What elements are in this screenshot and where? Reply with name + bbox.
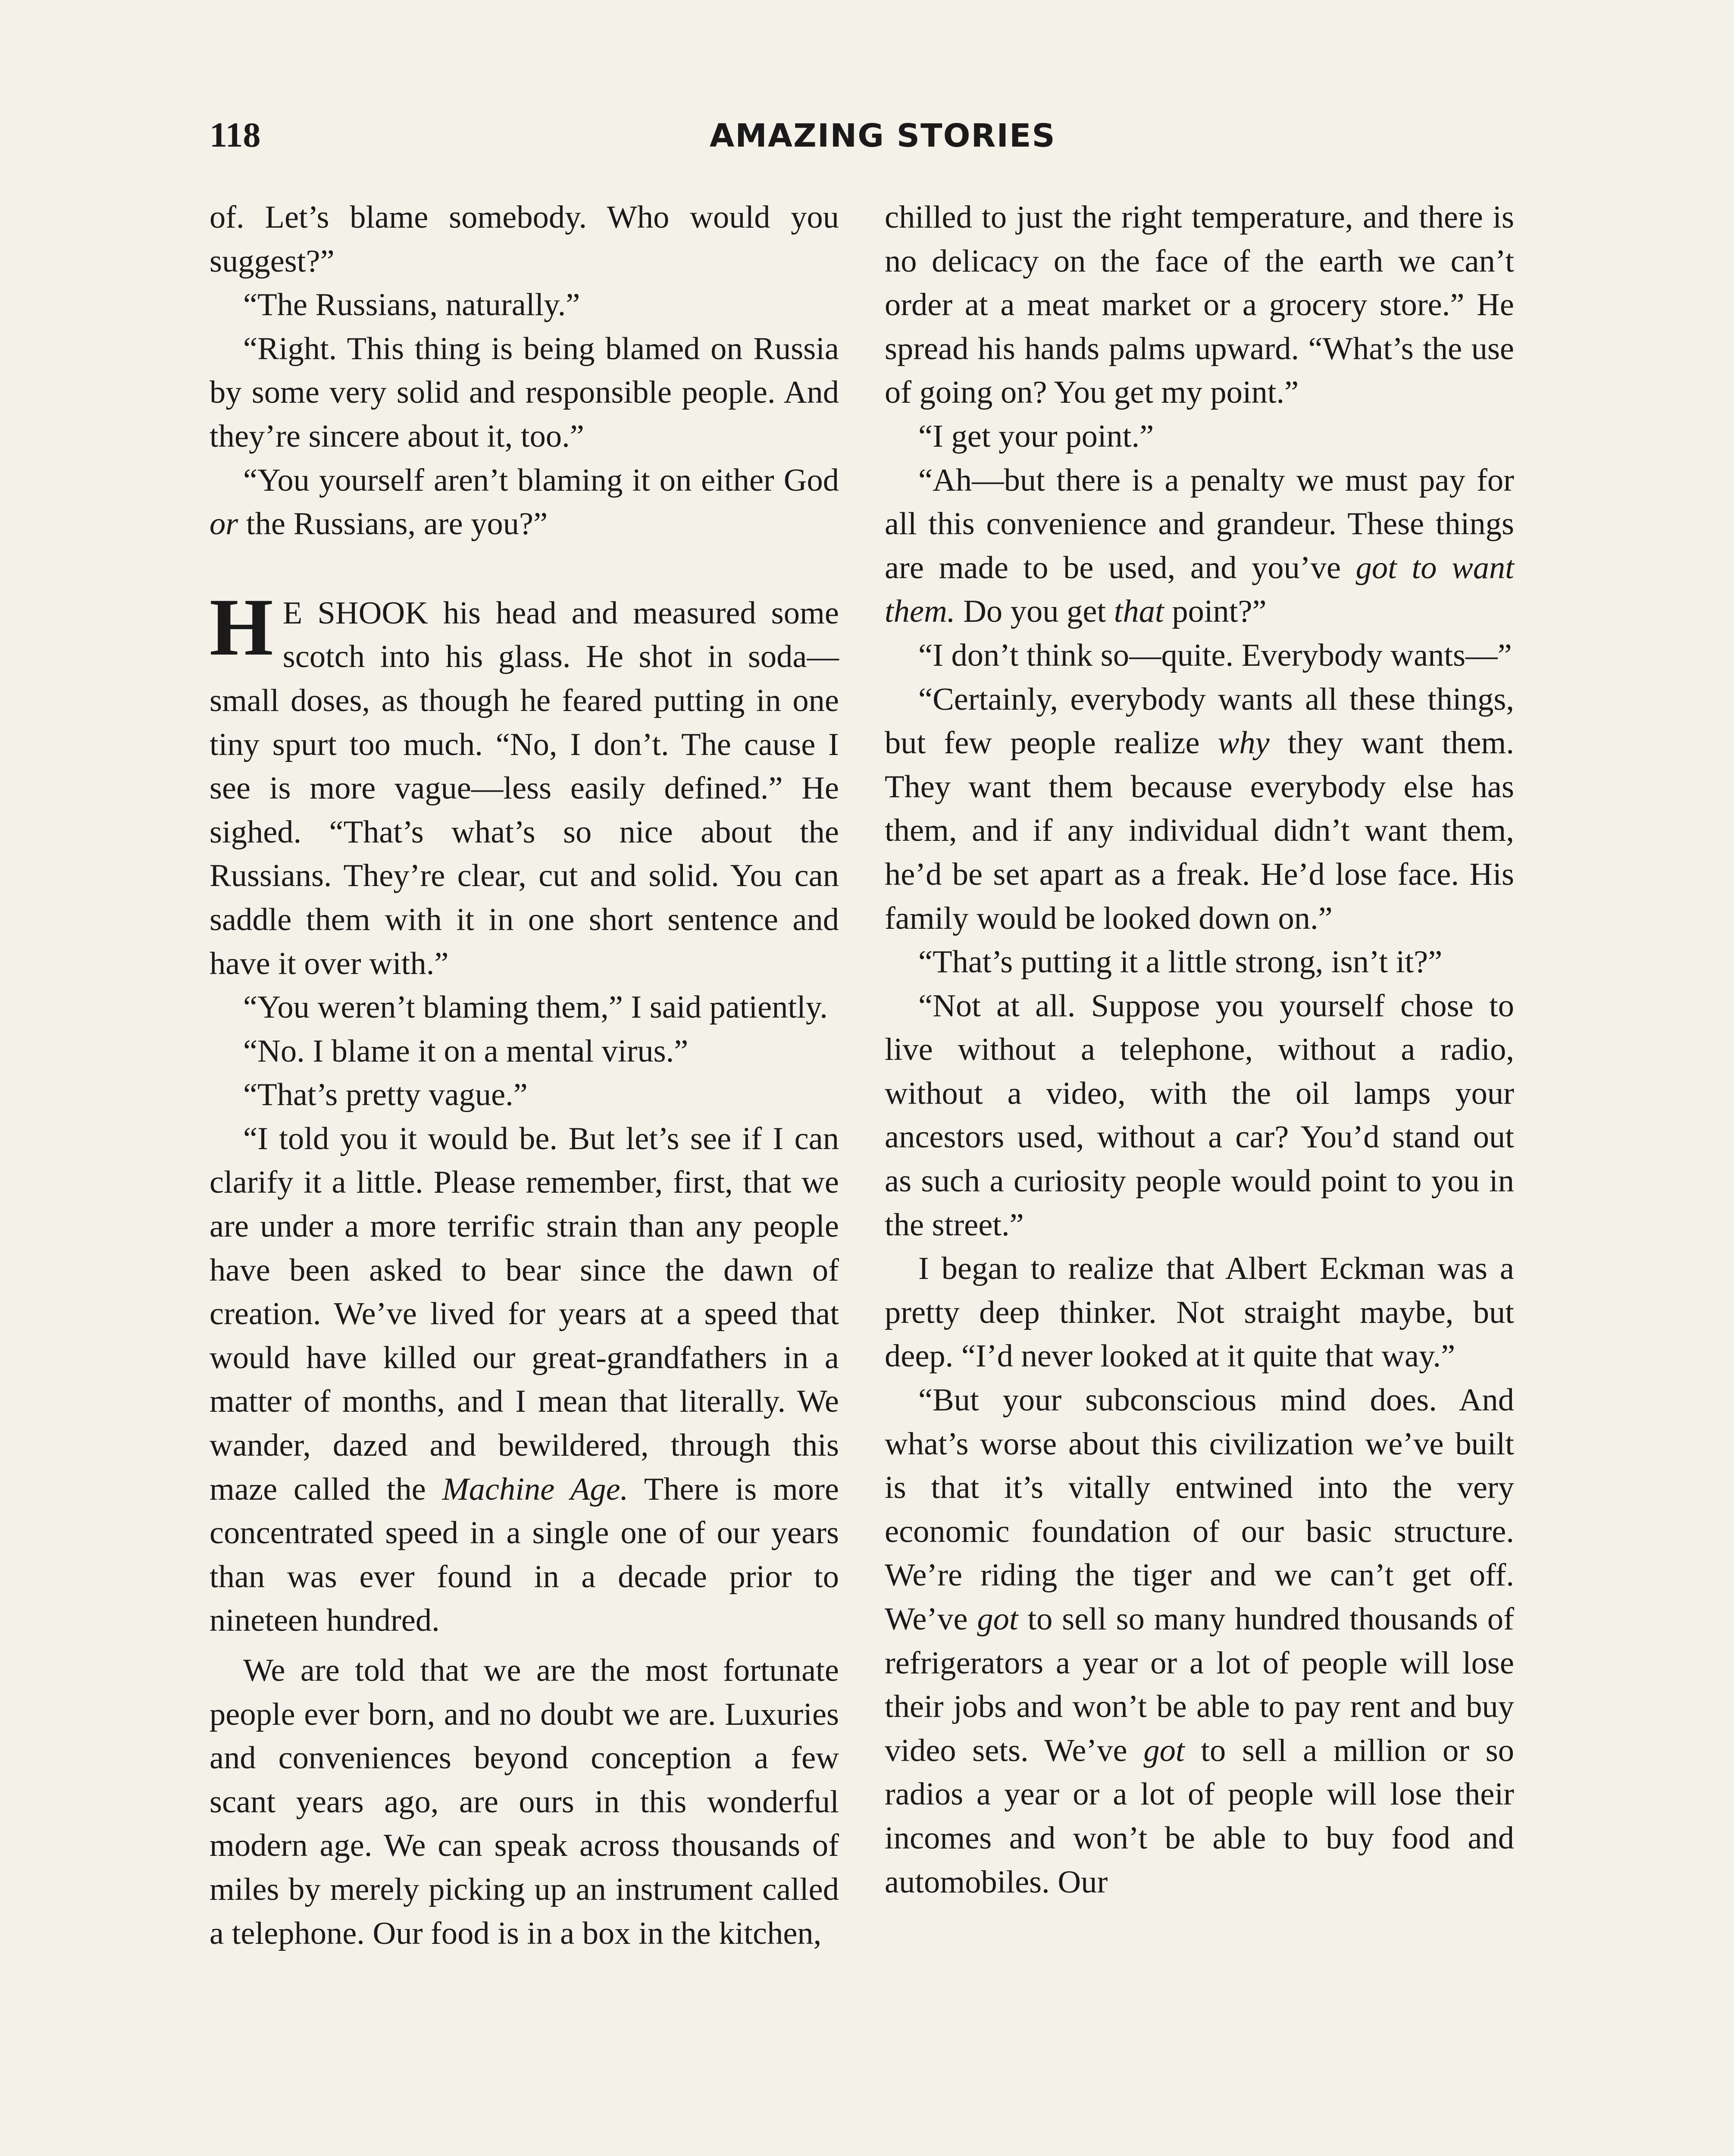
left-column (210, 196, 839, 1955)
paragraph: We are told that we are the most fortunate people ever born, and no doubt we are. Luxuries and conveniences beyond conception a few scant years ago, are ours in this wonderful modern age. We can speak across thousands of miles by merely picking up an instrument called a telephone. Our food is in a box in the kitchen, (210, 1653, 839, 1951)
italic-text: Machine Age. (442, 1471, 629, 1507)
italic-text: got (977, 1601, 1018, 1637)
paragraph: “Not at all. Suppose you yourself chose to live without a telephone, without a radio, without a video, with the oil lamps your ancestors used, without a car? You’d stand out as such a curiosity people would point to you in the street.” (885, 988, 1514, 1243)
text-run: “You yourself aren’t blaming it on either God (243, 462, 839, 498)
page-number: 118 (210, 115, 261, 154)
text-run: his head and measured some scotch into his glass. He shot in soda—small doses, as though he feared putting in one tiny spurt too much. “No, I don’t. The cause I see is more vague—less easily defined.” He sighed. “That’s what’s so nice about the Russians. They’re clear, cut and solid. You can saddle them with it in one short sentence and have it over with.” (210, 595, 839, 981)
paragraph: “No. I blame it on a mental virus.” (243, 1033, 689, 1069)
text-run: There is more concentrated speed in a single one of our years than was ever found in a decade prior to nineteen hundred. (210, 1471, 839, 1639)
italic-text: got to want them. (885, 550, 1514, 630)
text-run: the Russians, are you?” (238, 506, 548, 542)
paragraph: “You weren’t blaming them,” I said patiently. (243, 990, 828, 1025)
paragraph (885, 678, 1514, 941)
drop-cap: H (210, 582, 273, 673)
paragraph (885, 459, 1514, 634)
paragraph: “That’s putting it a little strong, isn’t it?” (918, 944, 1443, 980)
text-run: “Ah—but there is a penalty we must pay for all this convenience and grandeur. These things are made to be used, and you’ve (885, 462, 1514, 586)
text-run: point?” (1164, 594, 1267, 630)
text-run: “Certainly, everybody wants all these things, but few people realize (885, 681, 1514, 761)
paragraph: “The Russians, naturally.” (243, 287, 580, 323)
text-run: to sell so many hundred thousands of refrigerators a year or a lot of people will lose their jobs and won’t be able to pay rent and buy video sets. We’ve (885, 1601, 1514, 1768)
paragraph: “Right. This thing is being blamed on Russia by some very solid and responsible people. And they’re sincere about it, too.” (210, 331, 839, 454)
running-head: AMAZING STORIES (710, 117, 1056, 154)
paragraph: “I don’t think so—quite. Everybody wants—” (918, 637, 1512, 673)
italic-text: got (1143, 1733, 1185, 1768)
italic-text: that (1114, 594, 1164, 630)
paragraph (885, 1379, 1514, 1904)
paragraph (210, 1117, 839, 1643)
text-run: “But your subconscious mind does. And what’s worse about this civilization we’ve built is that it’s vitally entwined into the very economic foundation of our basic structure. We’re riding the tiger and we can’t get off. We’ve (885, 1382, 1514, 1637)
paragraph: chilled to just the right temperature, and there is no delicacy on the face of the earth we can’t order at a meat market or a grocery store.” He spread his hands palms upward. “What’s the use of going on? You get my point.” (885, 200, 1514, 411)
text-run: Do you get (955, 594, 1114, 630)
paragraph: “I get your point.” (918, 418, 1154, 454)
text-run: “I told you it would be. But let’s see if I can clarify it a little. Please remember, first, that we are under a more terrific strain than any people have been asked to bear since the dawn of creation. We’ve lived for years at a speed that would have killed our great-grandfathers in a matter of months, and I mean that literally. We wander, dazed and bewildered, through this maze called the (210, 1121, 839, 1507)
right-column (885, 196, 1514, 1904)
paragraph (210, 459, 839, 546)
text-run: they want them. They want them because everybody else has them, and if any individual didn’t want them, he’d be set apart as a freak. He’d lose face. His family would be looked down on.” (885, 725, 1514, 936)
italic-text: or (210, 506, 238, 542)
paragraph: I began to realize that Albert Eckman was a pretty deep thinker. Not straight maybe, but deep. “I’d never looked at it quite that way.” (885, 1251, 1514, 1374)
text-run: to sell a million or so radios a year or a lot of people will lose their incomes and won’t be able to buy food and automobiles. Our (885, 1733, 1515, 1900)
paragraph: “That’s pretty vague.” (243, 1077, 528, 1113)
page-header (210, 110, 1524, 166)
lead-in-caps: E SHOOK (282, 595, 428, 631)
italic-text: why (1218, 725, 1270, 761)
paragraph-dropcap (210, 582, 839, 986)
paragraph: of. Let’s blame somebody. Who would you suggest?” (210, 200, 839, 279)
